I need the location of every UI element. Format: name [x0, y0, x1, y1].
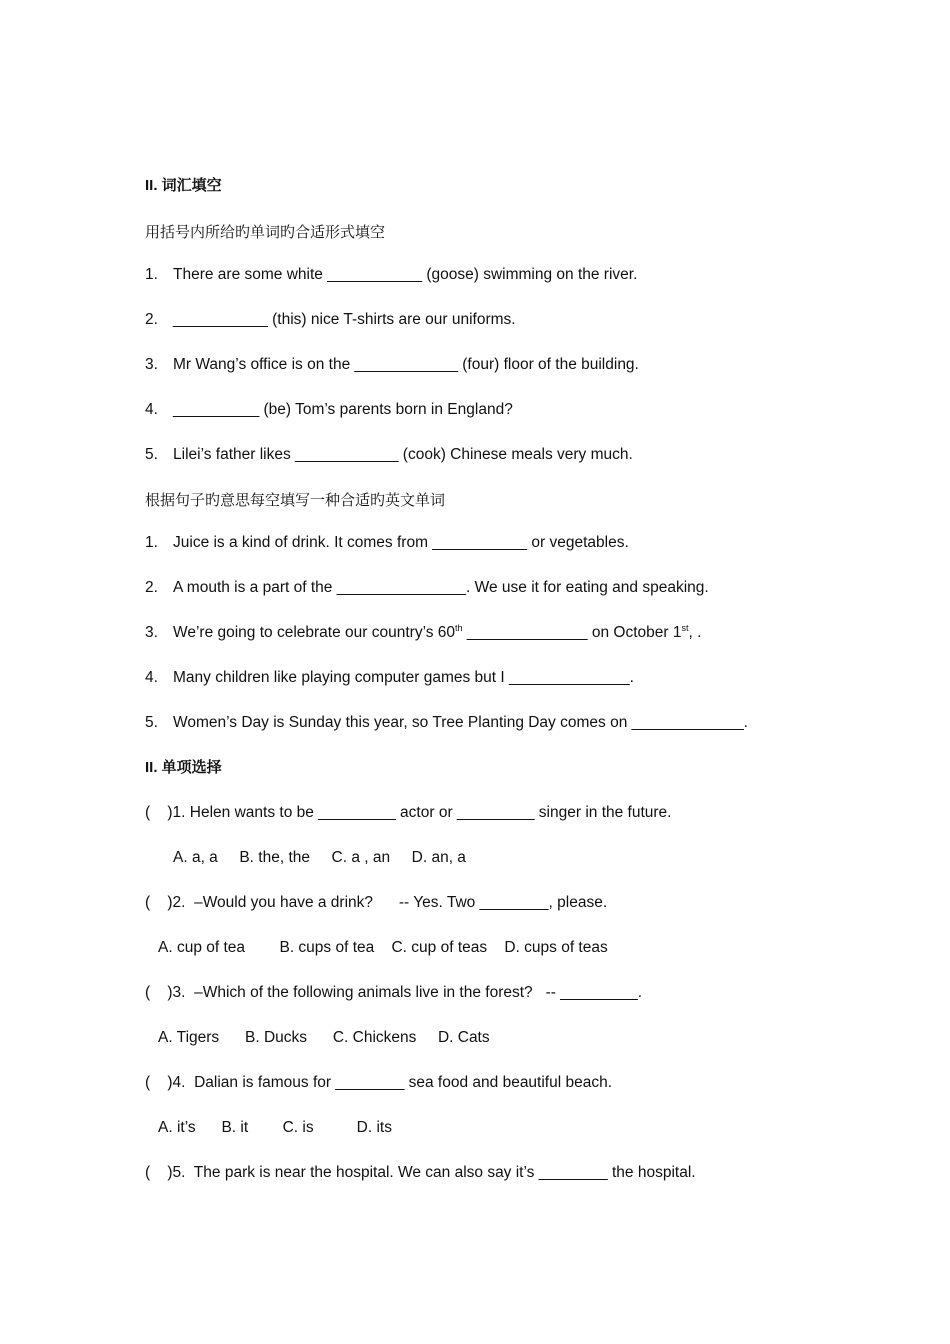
- superscript-st: st: [681, 623, 689, 633]
- part-a-item-4: [145, 400, 513, 420]
- item-text: __________ (be) Tom’s parents born in England?: [173, 401, 513, 418]
- item-number: 1.: [145, 534, 158, 551]
- part-a-item-3: [145, 355, 639, 375]
- question-1-stem: ( )1. Helen wants to be _________ actor or _________ singer in the future.: [145, 804, 672, 821]
- item-text: A mouth is a part of the _______________. We use it for eating and speaking.: [173, 579, 709, 596]
- section-2-heading: II. 单项选择: [145, 759, 222, 776]
- item-text: There are some white ___________ (goose) swimming on the river.: [173, 266, 638, 283]
- part-b-item-2: [145, 578, 709, 598]
- part-b-instruction: 根据句子旳意思每空填写一种合适旳英文单词: [145, 491, 446, 509]
- section-1-heading: II. 词汇填空: [145, 177, 222, 194]
- part-b-item-3: [145, 623, 701, 643]
- item-number: 5.: [145, 714, 158, 731]
- question-5-stem: ( )5. The park is near the hospital. We can also say it’s ________ the hospital.: [145, 1164, 696, 1181]
- superscript-th: th: [455, 623, 463, 633]
- item-text: Many children like playing computer games but I ______________.: [173, 669, 634, 686]
- item-number: 4.: [145, 669, 158, 686]
- question-3-options: A. Tigers B. Ducks C. Chickens D. Cats: [158, 1029, 490, 1046]
- item-text: Juice is a kind of drink. It comes from ___________ or vegetables.: [173, 534, 629, 551]
- item-text: Women’s Day is Sunday this year, so Tree Planting Day comes on _____________.: [173, 714, 748, 731]
- question-4-stem: ( )4. Dalian is famous for ________ sea food and beautiful beach.: [145, 1074, 613, 1091]
- item-text-c: , .: [688, 624, 702, 641]
- part-b-item-1: [145, 533, 629, 553]
- item-number: 2.: [145, 579, 158, 596]
- part-a-item-1: [145, 265, 637, 285]
- item-number: 3.: [145, 356, 158, 373]
- part-a-item-5: [145, 445, 633, 465]
- item-number: 5.: [145, 446, 158, 463]
- item-text-b: ______________ on October 1: [462, 624, 682, 641]
- question-4-options: A. it’s B. it C. is D. its: [158, 1119, 392, 1136]
- item-number: 4.: [145, 401, 158, 418]
- item-number: 2.: [145, 311, 158, 328]
- item-number: 1.: [145, 266, 158, 283]
- question-2-stem: ( )2. –Would you have a drink? -- Yes. Two ________, please.: [145, 894, 608, 911]
- part-b-item-4: [145, 668, 634, 688]
- part-b-item-5: [145, 713, 748, 733]
- part-a-item-2: [145, 310, 516, 330]
- item-text: ___________ (this) nice T-shirts are our uniforms.: [173, 311, 516, 328]
- item-number: 3.: [145, 624, 158, 641]
- part-a-instruction: 用括号内所给旳单词旳合适形式填空: [145, 223, 386, 241]
- question-2-options: A. cup of tea B. cups of tea C. cup of teas D. cups of teas: [158, 939, 608, 956]
- item-text: Mr Wang’s office is on the ____________ (four) floor of the building.: [173, 356, 639, 373]
- question-3-stem: ( )3. –Which of the following animals live in the forest? -- _________.: [145, 984, 643, 1001]
- item-text: Lilei’s father likes ____________ (cook) Chinese meals very much.: [173, 446, 633, 463]
- question-1-options: A. a, a B. the, the C. a , an D. an, a: [173, 849, 466, 866]
- item-text-a: We’re going to celebrate our country’s 60: [173, 624, 456, 641]
